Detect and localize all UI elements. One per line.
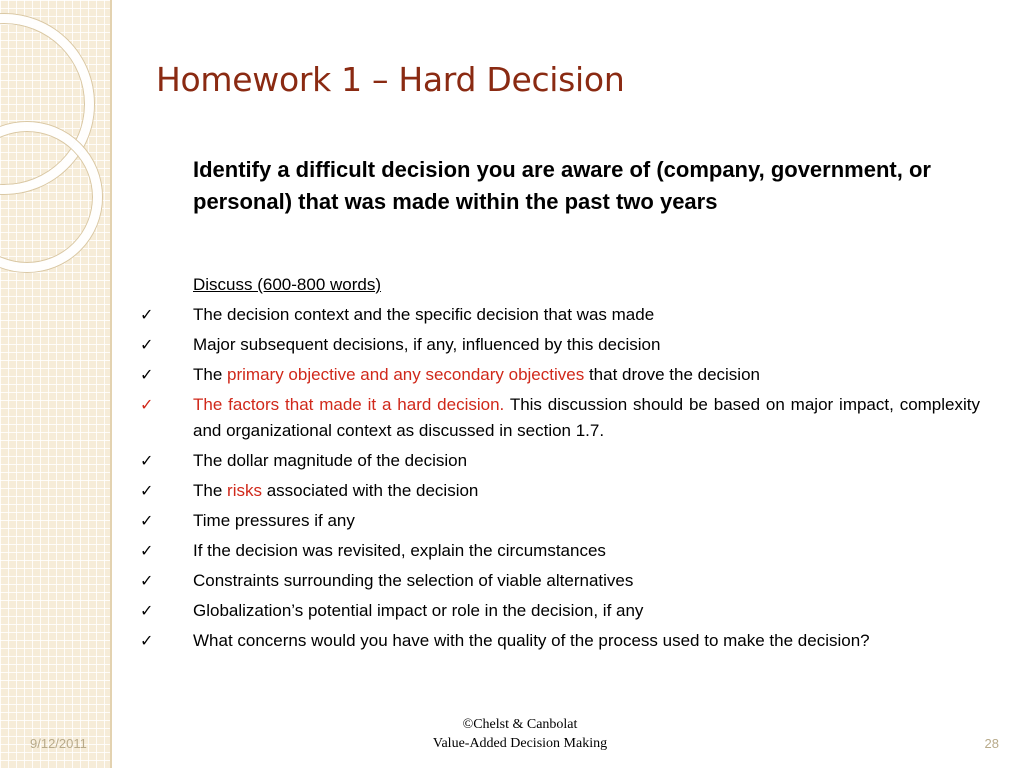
bullet-item [132, 332, 980, 358]
bullet-text: Globalization’s potential impact or role in the decision, if any [193, 601, 644, 620]
bullet-text-post: associated with the decision [261, 481, 479, 500]
check-icon: ✓ [140, 451, 154, 470]
bullet-item [132, 392, 980, 444]
check-icon: ✓ [140, 395, 154, 414]
strip-edge [110, 0, 112, 768]
check-icon: ✓ [140, 335, 154, 354]
decorative-side-strip [0, 0, 112, 768]
bullet-text: Time pressures if any [193, 511, 355, 530]
footer-date: 9/12/2011 [30, 736, 87, 751]
bullet-text-post: that drove the decision [584, 365, 760, 384]
footer-book-title: Value-Added Decision Making [432, 736, 608, 751]
footer-credit [360, 715, 680, 753]
slide-title: Homework 1 – Hard Decision [156, 60, 625, 99]
footer-copyright: ©Chelst & Canbolat [462, 717, 578, 732]
check-icon: ✓ [140, 305, 154, 324]
bullet-item [132, 362, 980, 388]
check-icon: ✓ [140, 511, 154, 530]
bullet-text: The decision context and the specific decision that was made [193, 305, 655, 324]
bullet-item [132, 598, 980, 624]
bullet-highlight: risks [227, 481, 262, 500]
page-number: 28 [984, 736, 999, 751]
bullet-highlight: primary objective and any secondary objectives [227, 365, 585, 384]
decorative-ring [0, 122, 102, 272]
bullet-text [193, 481, 478, 500]
check-icon: ✓ [140, 631, 154, 650]
check-icon: ✓ [140, 481, 154, 500]
bullet-text: What concerns would you have with the quality of the process used to make the decision? [193, 631, 870, 650]
bullet-text: Constraints surrounding the selection of viable alternatives [193, 571, 634, 590]
bullet-item [132, 508, 980, 534]
bullet-item [132, 568, 980, 594]
bullet-text [193, 392, 980, 444]
bullet-highlight: The factors that made it a hard decision. [193, 395, 505, 414]
check-icon: ✓ [140, 541, 154, 560]
check-icon: ✓ [140, 571, 154, 590]
check-icon: ✓ [140, 365, 154, 384]
bullet-text: If the decision was revisited, explain the circumstances [193, 541, 606, 560]
bullet-text: Major subsequent decisions, if any, influenced by this decision [193, 335, 661, 354]
bullet-text: The dollar magnitude of the decision [193, 451, 468, 470]
bullet-text [193, 365, 760, 384]
bullet-item [132, 448, 980, 474]
bullet-text-pre: The [193, 481, 228, 500]
bullet-list [132, 302, 980, 658]
bullet-item [132, 538, 980, 564]
bullet-item [132, 302, 980, 328]
bullet-text-pre: The [193, 365, 228, 384]
bullet-text-post: This discussion should be based on major impact, complexity and organizational context as discussed in section 1.7. [193, 395, 980, 440]
bullet-item [132, 478, 980, 504]
discuss-heading: Discuss (600-800 words) [193, 275, 382, 294]
intro-text: Identify a difficult decision you are aware of (company, government, or personal) that was made within the past two years [193, 157, 931, 214]
bullet-item [132, 628, 980, 654]
check-icon: ✓ [140, 601, 154, 620]
